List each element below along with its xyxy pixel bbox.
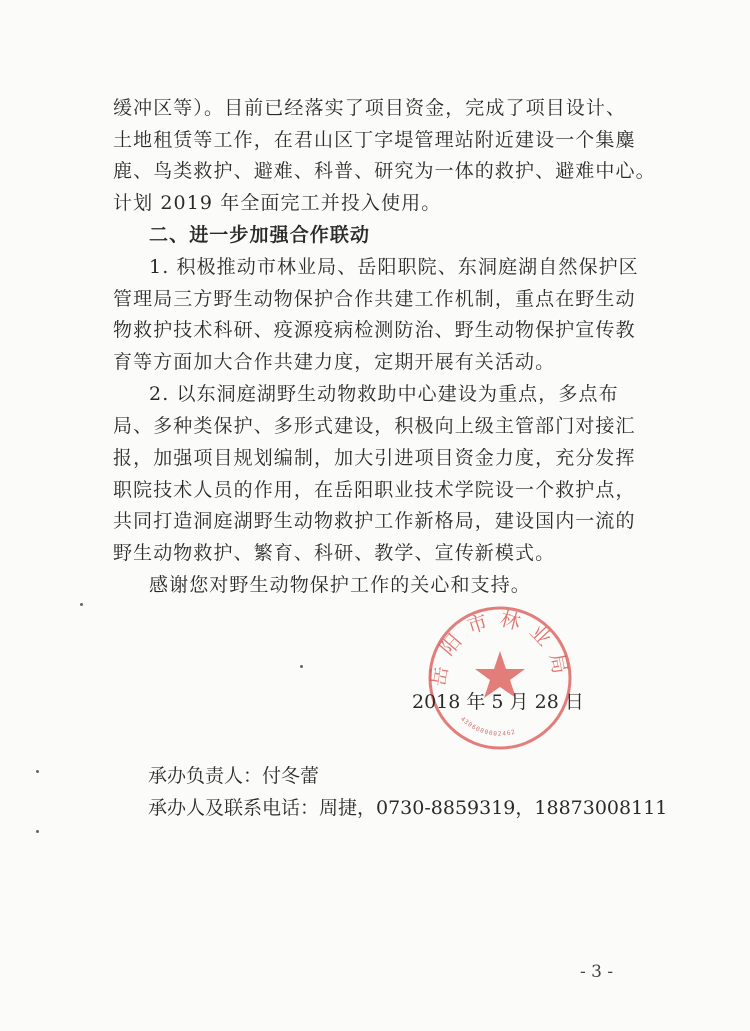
body-line-12: 报，加强项目规划编制，加大引进项目资金力度，充分发挥 [113,447,636,469]
body-line-11: 局、多种类保护、多形式建设，积极向上级主管部门对接汇 [113,415,636,437]
document-date: 2018 年 5 月 28 日 [412,691,584,713]
body-line-8: 物救护技术科研、疫源疫病检测防治、野生动物保护宣传教 [113,319,636,341]
body-line-13: 职院技术人员的作用，在岳阳职业技术学院设一个救护点， [113,479,636,501]
body-line-7: 管理局三方野生动物保护合作共建工作机制，重点在野生动 [113,288,636,310]
body-line-10: 2. 以东洞庭湖野生动物救助中心建设为重点，多点布 [149,383,619,405]
body-line-4: 计划 2019 年全面完工并投入使用。 [113,192,442,214]
scan-speck [80,603,83,606]
svg-text:岳阳市林业局: 岳阳市林业局 [425,606,575,688]
body-line-1: 缓冲区等）。目前已经落实了项目资金，完成了项目设计、 [113,97,627,119]
page-number: - 3 - [580,962,614,982]
svg-text:4306000002462: 4306000002462 [459,715,517,738]
contact-line: 承办人及联系电话：周捷，0730-8859319，18873008111 [148,797,668,819]
closing-line: 感谢您对野生动物保护工作的关心和支持。 [149,574,531,596]
body-line-9: 育等方面加大合作共建力度，定期开展有关活动。 [113,351,556,373]
body-line-14: 共同打造洞庭湖野生动物救护工作新格局，建设国内一流的 [113,510,636,532]
undertaker-line: 承办负责人：付冬蕾 [148,765,320,787]
body-line-6: 1. 积极推动市林业局、岳阳职院、东洞庭湖自然保护区 [149,256,639,278]
body-line-15: 野生动物救护、繁育、科研、教学、宣传新模式。 [113,542,556,564]
scan-speck [300,665,303,668]
body-line-3: 鹿、鸟类救护、避难、科普、研究为一体的救护、避难中心。 [113,160,656,182]
section-heading: 二、进一步加强合作联动 [149,224,371,246]
body-line-2: 土地租赁等工作，在君山区丁字堤管理站附近建设一个集麋 [113,129,636,151]
official-seal [425,603,575,753]
scan-speck [36,830,39,833]
scan-speck [36,770,39,773]
